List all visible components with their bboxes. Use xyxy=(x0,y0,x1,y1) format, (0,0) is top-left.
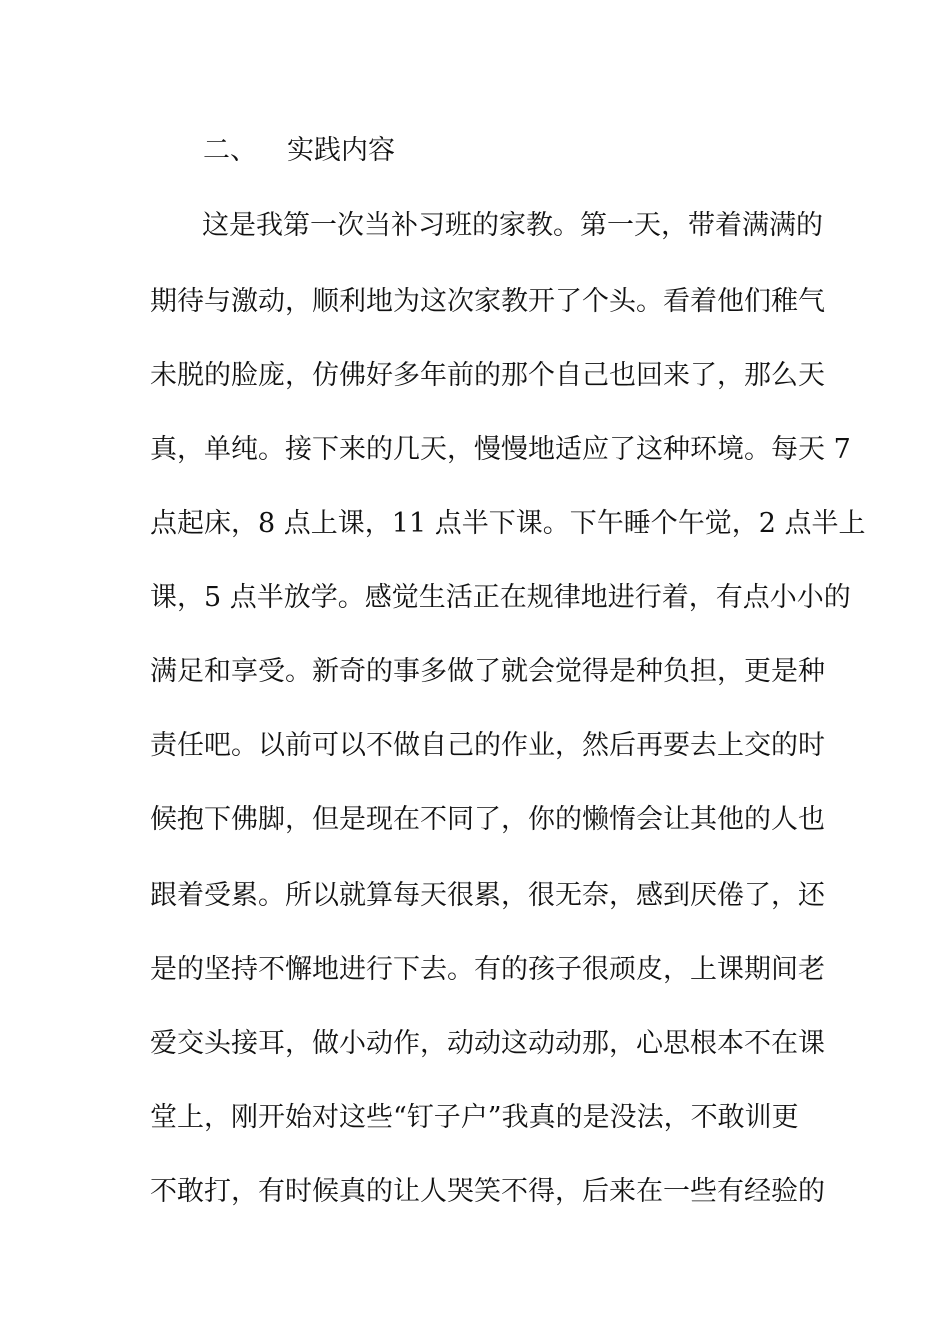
section-heading xyxy=(203,131,395,171)
paragraph-line: 期待与激动，顺利地为这次家教开了个头。看着他们稚气 xyxy=(150,286,825,317)
paragraph-line: 跟着受累。所以就算每天很累，很无奈，感到厌倦了，还 xyxy=(150,880,825,911)
paragraph-line: 满足和享受。新奇的事多做了就会觉得是种负担，更是种 xyxy=(150,656,825,687)
paragraph-line: 责任吧。以前可以不做自己的作业，然后再要去上交的时 xyxy=(150,730,825,761)
paragraph-line: 不敢打，有时候真的让人哭笑不得，后来在一些有经验的 xyxy=(150,1176,825,1207)
section-number: 二、 xyxy=(203,135,257,166)
paragraph-line: 真，单纯。接下来的几天，慢慢地适应了这种环境。每天 7 xyxy=(150,434,851,465)
paragraph-line: 是的坚持不懈地进行下去。有的孩子很顽皮，上课期间老 xyxy=(150,954,825,985)
paragraph-line: 课，5 点半放学。感觉生活正在规律地进行着，有点小小的 xyxy=(150,582,851,613)
paragraph-line: 点起床，8 点上课，11 点半下课。下午睡个午觉，2 点半上 xyxy=(150,508,866,539)
paragraph-line: 这是我第一次当补习班的家教。第一天，带着满满的 xyxy=(202,210,823,241)
section-title: 实践内容 xyxy=(287,135,395,166)
paragraph-line: 爱交头接耳，做小动作，动动这动动那，心思根本不在课 xyxy=(150,1028,825,1059)
paragraph-line: 候抱下佛脚，但是现在不同了，你的懒惰会让其他的人也 xyxy=(150,804,825,835)
paragraph-line: 堂上，刚开始对这些“钉子户”我真的是没法，不敢训更 xyxy=(150,1102,799,1133)
paragraph-line: 未脱的脸庞，仿佛好多年前的那个自己也回来了，那么天 xyxy=(150,360,825,391)
